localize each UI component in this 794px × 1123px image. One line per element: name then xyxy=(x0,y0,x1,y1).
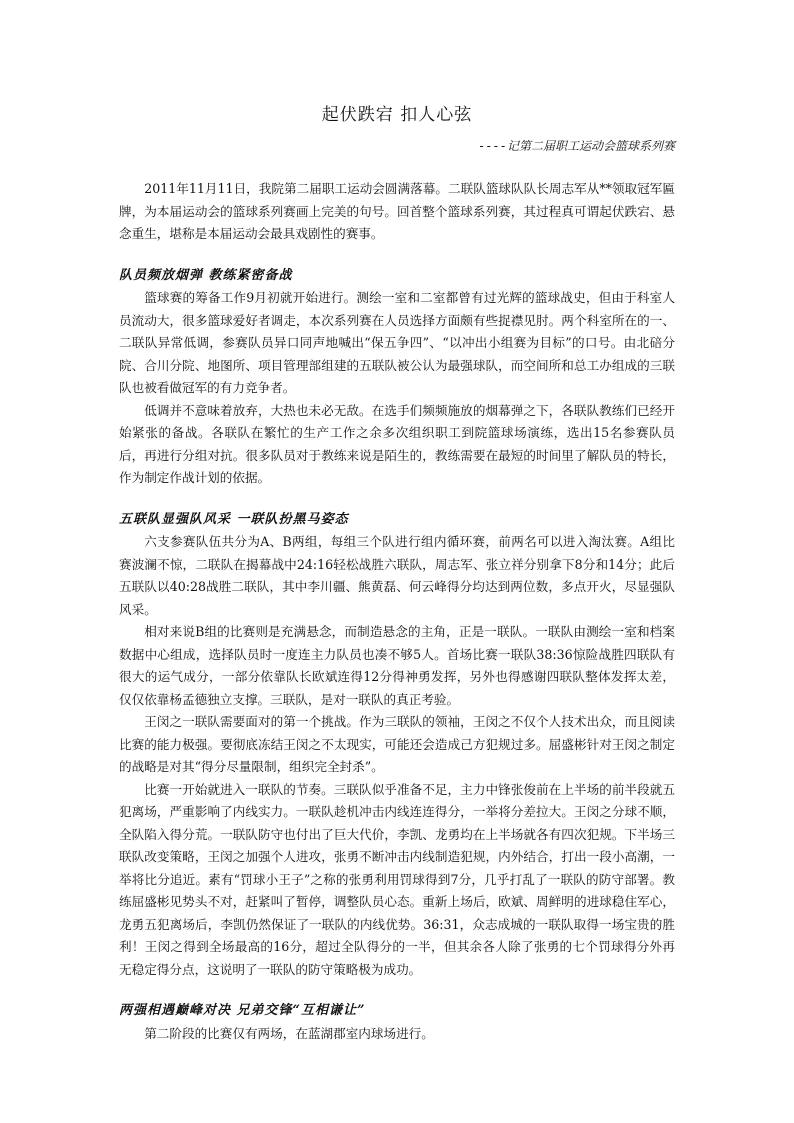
section-heading-1: 队员频放烟弹 教练紧密备战 xyxy=(119,267,293,283)
intro-paragraph: 2011年11月11日，我院第二届职工运动会圆满落幕。二联队篮球队队长周志军从**领取冠军匾牌，为本届运动会的篮球系列赛画上完美的句号。回首整个篮球系列赛，其过程真可谓起伏跌宕、悬念重生，堪称是本届运动会最具戏剧性的赛事。 xyxy=(119,181,675,241)
section-2-paragraph-1: 六支参赛队伍共分为A、B两组，每组三个队进行组内循环赛，前两名可以进入淘汰赛。A组比赛波澜不惊，二联队在揭幕战中24:16轻松战胜六联队，周志军、张立祥分别拿下8分和14分；此后五联队以40:28战胜二联队，其中李川疆、熊黄磊、何云峰得分均达到两位数，多点开火，尽显强队风采。 xyxy=(119,534,675,617)
section-1-paragraph-2: 低调并不意味着放弃，大热也未必无敌。在选手们频频施放的烟幕弹之下，各联队教练们已经开始紧张的备战。各联队在繁忙的生产工作之余多次组织职工到院篮球场演练，选出15名参赛队员后，再进行分组对抗。很多队员对于教练来说是陌生的，教练需要在最短的时间里了解队员的特长，作为制定作战计划的依据。 xyxy=(119,402,675,485)
section-2-paragraph-4: 比赛一开始就进入一联队的节奏。三联队似乎准备不足，主力中锋张俊前在上半场的前半段就五犯离场，严重影响了内线实力。一联队趁机冲击内线连连得分，一举将分差拉大。王闵之分球不顺，全队陷入得分荒。一联队防守也付出了巨大代价，李凯、龙勇均在上半场就各有四次犯规。下半场三联队改变策略，王闵之加强个人进攻，张勇不断冲击内线制造犯规，内外结合，打出一段小高潮，一举将比分追近。素有“罚球小王子”之称的张勇利用罚球得到7分，几乎打乱了一联队的防守部署。教练屈盛彬见势头不对，赶紧叫了暂停，调整队员心态。重新上场后，欧斌、周鲜明的进球稳住军心，龙勇五犯离场后，李凯仍然保证了一联队的内线优势。36:31，众志成城的一联队取得一场宝贵的胜利！王闵之得到全场最高的16分，超过全队得分的一半，但其余各人除了张勇的七个罚球得分外再无稳定得分点，这说明了一联队的防守策略极为成功。 xyxy=(119,781,675,977)
section-3-paragraph-1: 第二阶段的比赛仅有两场，在蓝湖郡室内球场进行。 xyxy=(144,1025,434,1041)
section-2-paragraph-3: 王闵之一联队需要面对的第一个挑战。作为三联队的领袖，王闵之不仅个人技术出众，而且阅读比赛的能力极强。要彻底冻结王闵之不太现实，可能还会造成己方犯规过多。屈盛彬针对王闵之制定的战略是对其“得分尽量限制，组织完全封杀”。 xyxy=(119,714,675,774)
article-title: 起伏跌宕 扣人心弦 xyxy=(321,105,473,125)
section-heading-2: 五联队显强队风采 一联队扮黑马姿态 xyxy=(119,511,349,527)
section-1-paragraph-1: 篮球赛的筹备工作9月初就开始进行。测绘一室和二室都曾有过光辉的篮球战史，但由于科室人员流动大，很多篮球爱好者调走，本次系列赛在人员选择方面颇有些捉襟见肘。两个科室所在的一、二联队异常低调，参赛队员异口同声地喊出“保五争四”、“以冲出小组赛为目标”的口号。由北碚分院、合川分院、地图所、项目管理部组建的五联队被公认为最强球队，而空间所和总工办组成的三联队也被看做冠军的有力竞争者。 xyxy=(119,290,675,395)
section-heading-3: 两强相遇巅峰对决 兄弟交锋“互相谦让” xyxy=(119,1003,366,1018)
article-body xyxy=(119,178,675,1045)
article-subtitle: ----记第二届职工运动会篮球系列赛 xyxy=(478,139,675,153)
section-2-paragraph-2: 相对来说B组的比赛则是充满悬念，而制造悬念的主角，正是一联队。一联队由测绘一室和档案数据中心组成，选择队员时一度连主力队员也凑不够5人。首场比赛一联队38:36惊险战胜四联队有很大的运气成分，一部分依靠队长欧斌连得12分得神勇发挥，另外也得感谢四联队整体发挥太差，仅仅依靠杨孟德独立支撑。三联队，是对一联队的真正考验。 xyxy=(119,624,675,707)
